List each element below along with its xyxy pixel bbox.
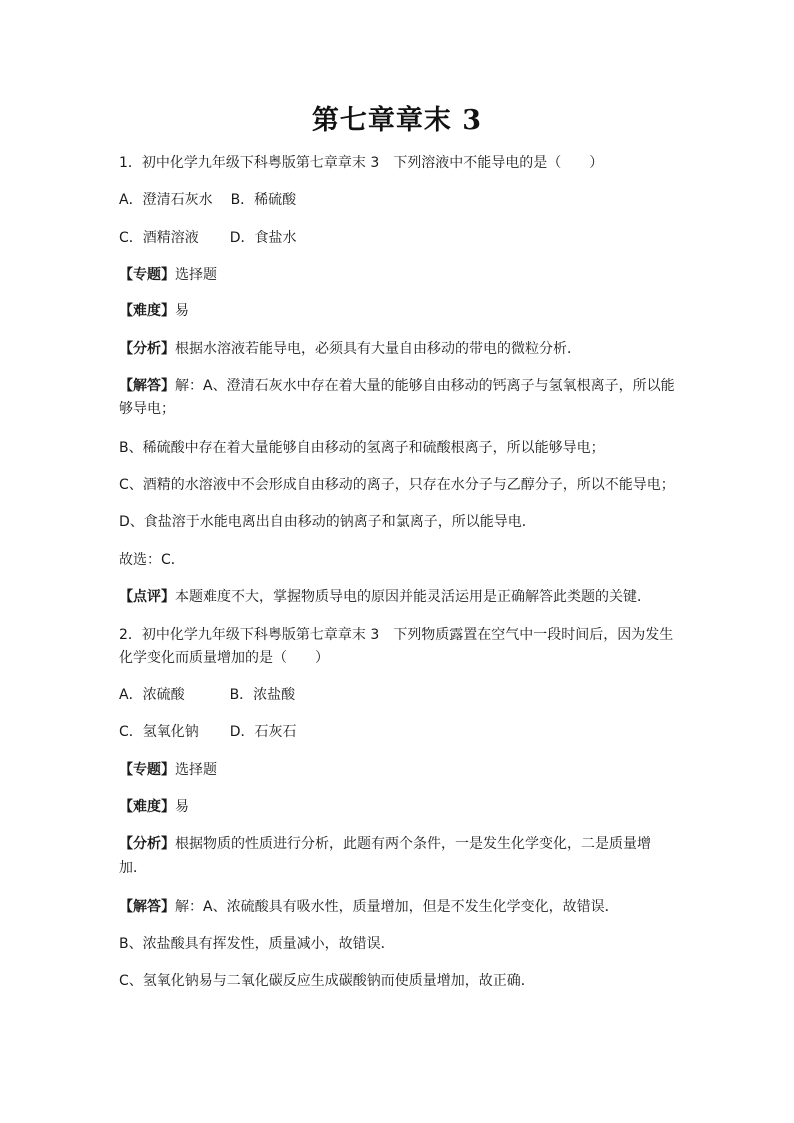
q2-answer-line-2: B、浓盐酸具有挥发性，质量减小，故错误． [119,936,395,952]
q2-stem-line-2: 化学变化而质量增加的是（ ） [119,650,329,666]
q1-analysis-tag: 【分析】 [119,341,175,357]
q2-answer-tag: 【解答】 [119,899,175,915]
q1-answer-line-4: D、食盐溶于水能电离出自由移动的钠离子和氯离子，所以能导电． [119,514,536,530]
q1-answer-text-1: 解：A、澄清石灰水中存在着大量的能够自由移动的钙离子与氢氧根离子，所以能 [175,378,675,394]
q2-analysis-line-1 [119,833,679,856]
q1-answer-tag: 【解答】 [119,378,175,394]
q1-difficulty [119,300,679,323]
page-title: 第七章章末 3 [311,105,483,136]
q1-analysis-text: 根据水溶液若能导电，必须具有大量自由移动的带电的微粒分析． [175,341,581,357]
q2-option-b: B．浓盐酸 [229,687,296,703]
q2-options-row-1 [119,684,679,707]
q1-comment [119,586,679,609]
q1-answer-line-1-cont: 够导电； [119,401,175,417]
q2-answer-text-1: 解：A、浓硫酸具有吸水性，质量增加，但是不发生化学变化，故错误． [175,899,619,915]
q1-analysis [119,338,679,361]
q1-options-row-1 [119,189,679,212]
q2-difficulty [119,796,679,819]
q2-answer-line-3: C、氢氧化钠易与二氧化碳反应生成碳酸钠而使质量增加，故正确． [119,973,535,989]
q2-options-row-2 [119,721,679,744]
q1-topic-value: 选择题 [175,267,217,283]
q1-answer-line-3: C、酒精的水溶液中不会形成自由移动的离子，只存在水分子与乙醇分子，所以不能导电； [119,477,675,493]
q2-stem-line-1: 2．初中化学九年级下科粤版第七章章末 3 下列物质露置在空气中一段时间后，因为发生 [119,627,674,643]
q2-option-d: D．石灰石 [229,724,297,740]
q2-difficulty-tag: 【难度】 [119,799,175,815]
q2-topic [119,759,679,782]
q2-answer-line-1 [119,896,679,919]
q1-option-d: D．食盐水 [229,230,297,246]
q1-answer-line-1 [119,375,679,398]
q1-choice: 故选：C． [119,552,185,568]
q2-option-a: A．浓硫酸 [119,687,185,703]
q1-option-a: A．澄清石灰水 [119,192,213,208]
q1-options-row-2 [119,227,679,250]
q1-topic-tag: 【专题】 [119,267,175,283]
q2-option-c: C．氢氧化钠 [119,724,199,740]
q2-topic-value: 选择题 [175,762,217,778]
q2-analysis-tag: 【分析】 [119,836,175,852]
q1-comment-tag: 【点评】 [119,589,175,605]
q1-difficulty-tag: 【难度】 [119,303,175,319]
q2-analysis-text: 根据物质的性质进行分析，此题有两个条件，一是发生化学变化，二是质量增 [175,836,651,852]
q2-difficulty-value: 易 [175,799,189,815]
q2-topic-tag: 【专题】 [119,762,175,778]
q2-analysis-line-2: 加． [119,860,147,876]
q1-answer-line-2: B、稀硫酸中存在着大量能够自由移动的氢离子和硫酸根离子，所以能够导电； [119,440,605,456]
q1-difficulty-value: 易 [175,303,189,319]
q1-option-c: C．酒精溶液 [119,230,199,246]
q1-comment-text: 本题难度不大，掌握物质导电的原因并能灵活运用是正确解答此类题的关键． [175,589,651,605]
q1-stem: 1．初中化学九年级下科粤版第七章章末 3 下列溶液中不能导电的是（ ） [119,155,604,171]
q1-topic [119,264,679,287]
q1-option-b: B．稀硫酸 [230,192,297,208]
